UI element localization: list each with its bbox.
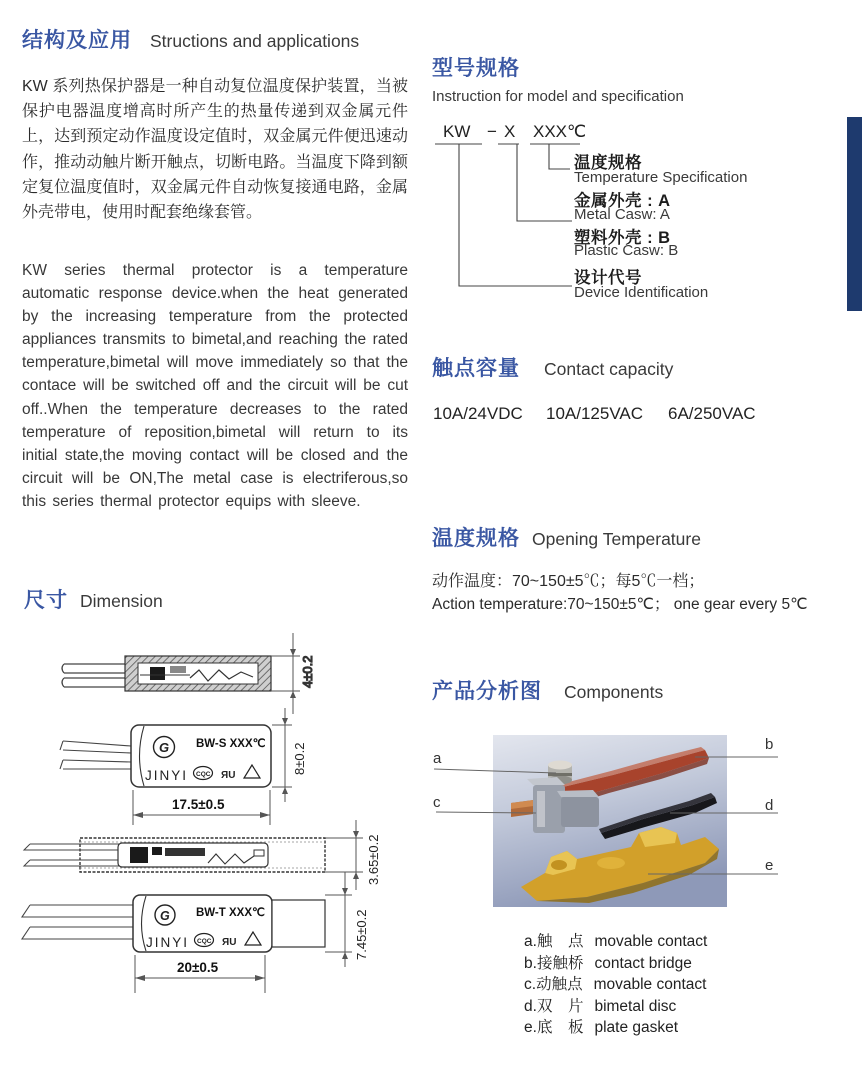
dim-3-65: 3.65±0.2: [366, 834, 381, 885]
ul-mark-icon-2: ЯU: [222, 937, 237, 948]
rating-125vac: 10A/125VAC: [546, 404, 644, 423]
drawing-top-view-t: [22, 872, 369, 993]
structure-title-cn: 结构及应用: [22, 29, 132, 52]
contact-section-header: [432, 352, 673, 382]
model-title-cn: 型号规格: [432, 57, 520, 80]
components-photo: [493, 735, 727, 907]
list-item: [524, 1017, 707, 1039]
model-title-en: Instruction for model and specification: [432, 88, 684, 105]
item-en: plate gasket: [594, 1019, 679, 1037]
model-label-design-cn: 设计代号: [574, 269, 642, 287]
rating-dc: 10A/24VDC: [433, 404, 523, 423]
callout-e: e: [765, 857, 774, 874]
item-cn: 触 点: [536, 933, 584, 950]
callout-b: b: [765, 736, 774, 753]
contact-title-cn: 触点容量: [432, 357, 520, 380]
dim-8: 8±0.2: [292, 742, 307, 775]
structure-paragraph-cn: KW 系列热保护器是一种自动复位温度保护装置，当被保护电器温度增高时所产生的热量传递到双金属元件上，达到预定动作温度设定值时，双金属元件便迅速动作，推动动触片断开触点，切断电路。当温度下降到额定复位温度值时，双金属元件自动恢复接通电路，金属外壳带电，使用时配套绝缘套管。: [22, 78, 408, 222]
list-item: [524, 974, 707, 996]
dim-4: 4±0.2: [300, 655, 315, 688]
item-cn: 接触桥: [536, 954, 584, 972]
callout-d: d: [765, 797, 774, 814]
structure-title-en: Structions and applications: [150, 31, 360, 51]
item-cn: 底 板: [536, 1019, 584, 1037]
drawing-cross-section-t: [24, 820, 381, 890]
dimension-section-header: [24, 584, 163, 614]
item-code: c.: [524, 976, 537, 994]
model-code-dash: −: [487, 122, 497, 141]
model-code-temp: XXX℃: [533, 122, 587, 141]
action-temp-cn: 动作温度：70~150±5℃；每5℃一档；: [432, 573, 705, 590]
item-en: movable contact: [593, 976, 707, 994]
components-list: [524, 931, 707, 1039]
model-code-kw: KW: [443, 122, 471, 141]
rating-250vac: 6A/250VAC: [668, 404, 756, 423]
model-code-x: X: [504, 122, 516, 141]
model-text-bws: BW-S XXX℃: [196, 738, 266, 750]
cqc-mark-icon: CQC: [196, 771, 211, 778]
drawing-top-view-s: [60, 708, 307, 825]
structure-paragraph-en: KW series thermal protector is a temperature automatic response device.when the heat generated by the increasing temperature from the protected appliances transmits to bimetal,and reaching the rated temperature,bimetal will move immediately so that the contace will be switched off and the circuit will be cut off..When the temperature decreases to the rated temperature of reposition,bimetal will return to its initial state,the moving contact will be closed and the circuit will be ON,The metal case is electriferous,so this series thermal protector equips with sleeve.: [22, 262, 408, 510]
list-item: [524, 996, 707, 1018]
dim-20: 20±0.5: [177, 960, 219, 975]
opening-temp-title-en: Opening Temperature: [532, 529, 701, 549]
cqc-mark-icon-2: CQC: [197, 938, 212, 945]
item-en: bimetal disc: [594, 997, 677, 1015]
model-section-header: [432, 52, 684, 105]
model-label-plastic-cn: 塑料外壳 : B: [574, 229, 671, 247]
model-text-bwt: BW-T XXX℃: [196, 907, 265, 919]
dim-7-45: 7.45±0.2: [354, 909, 369, 960]
model-label-temp-cn: 温度规格: [574, 154, 642, 172]
model-label-metal-en: Metal Casw: A: [574, 206, 670, 223]
components-title-en: Components: [564, 682, 664, 702]
ul-mark-icon: ЯU: [221, 770, 236, 781]
item-code: d.: [524, 997, 537, 1015]
item-code: a.: [524, 933, 537, 950]
item-en: movable contact: [594, 933, 708, 950]
model-label-metal-cn: 金属外壳 : A: [574, 192, 671, 210]
contact-title-en: Contact capacity: [544, 359, 674, 379]
list-item: [524, 953, 707, 975]
drawing-cross-section-s: [62, 633, 315, 714]
dimension-title-cn: 尺寸: [24, 589, 68, 612]
item-cn: 动触点: [536, 976, 583, 994]
opening-temp-title-cn: 温度规格: [432, 527, 520, 550]
dim-17-5: 17.5±0.5: [172, 797, 225, 812]
model-label-temp-en: Temperature Specification: [574, 169, 748, 186]
components-title-cn: 产品分析图: [432, 680, 542, 703]
item-cn: 双 片: [536, 997, 584, 1015]
components-section-header: [432, 675, 663, 705]
structure-section-header: [22, 24, 359, 54]
item-code: b.: [524, 954, 537, 972]
callout-c: c: [433, 794, 441, 811]
model-label-plastic-en: Plastic Casw: B: [574, 242, 679, 259]
action-temp-en: Action temperature:70~150±5℃； one gear every 5℃: [432, 596, 808, 613]
list-item: [524, 931, 707, 953]
page-edge-tab: [847, 117, 862, 311]
model-label-design-en: Device Identification: [574, 284, 709, 301]
brand-jinyi-t: JINYI: [146, 935, 190, 950]
dimension-title-en: Dimension: [80, 591, 163, 611]
jinyi-logo-icon: G: [159, 740, 170, 755]
callout-a: a: [433, 750, 442, 767]
components-photo-image: [493, 735, 727, 907]
item-en: contact bridge: [594, 954, 692, 972]
item-code: e.: [524, 1019, 537, 1037]
dimension-drawings: [0, 620, 408, 1020]
brand-jinyi-s: JINYI: [145, 768, 189, 783]
opening-temp-section-header: [432, 522, 701, 552]
jinyi-logo-icon-2: G: [160, 909, 170, 923]
